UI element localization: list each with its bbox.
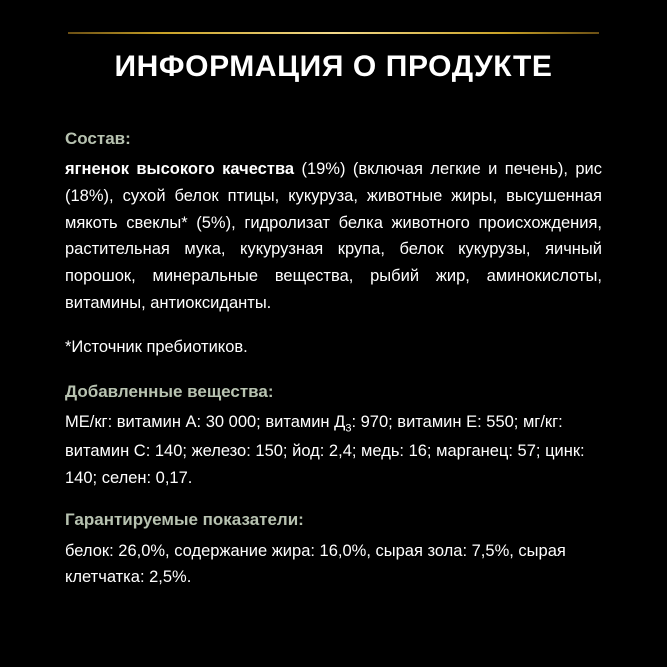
- content-area: [65, 128, 602, 609]
- gold-divider: [68, 32, 599, 34]
- composition-text: [65, 156, 602, 316]
- additives-text-part1: МЕ/кг: витамин А: 30 000; витамин Д: [65, 412, 346, 431]
- guaranteed-block: [65, 509, 602, 591]
- footnote-text: *Источник пребиотиков.: [65, 338, 248, 357]
- composition-heading: Состав:: [65, 129, 131, 148]
- page-title: ИНФОРМАЦИЯ О ПРОДУКТЕ: [114, 50, 553, 83]
- composition-lead: ягненок высокого качества: [65, 160, 295, 179]
- composition-block: [65, 128, 602, 316]
- additives-heading: Добавленные вещества:: [65, 381, 274, 401]
- guaranteed-heading: Гарантируемые показатели:: [65, 510, 304, 530]
- composition-body: (19%) (включая легкие и печень), рис (18%), сухой белок птицы, кукуруза, животные жиры, высушенная мякоть свеклы* (5%), гидролизат белка животного происхождения, растительная мука, кукурузная крупа, белок кукурузы, яичный порошок, минеральные вещества, рыбий жир, аминокислоты, витамины, антиоксиданты.: [65, 160, 602, 312]
- additives-text-part2: : 970; витамин Е: 550; мг/кг: витамин С: 140; железо: 150; йод: 2,4; медь: 16; марганец: 57; цинк: 140; селен: 0,17.: [65, 412, 585, 487]
- guaranteed-text: белок: 26,0%, содержание жира: 16,0%, сырая зола: 7,5%, сырая клетчатка: 2,5%.: [65, 541, 566, 587]
- additives-block: [65, 381, 602, 492]
- additives-subscript: 3: [345, 422, 352, 435]
- additives-text: [65, 409, 602, 492]
